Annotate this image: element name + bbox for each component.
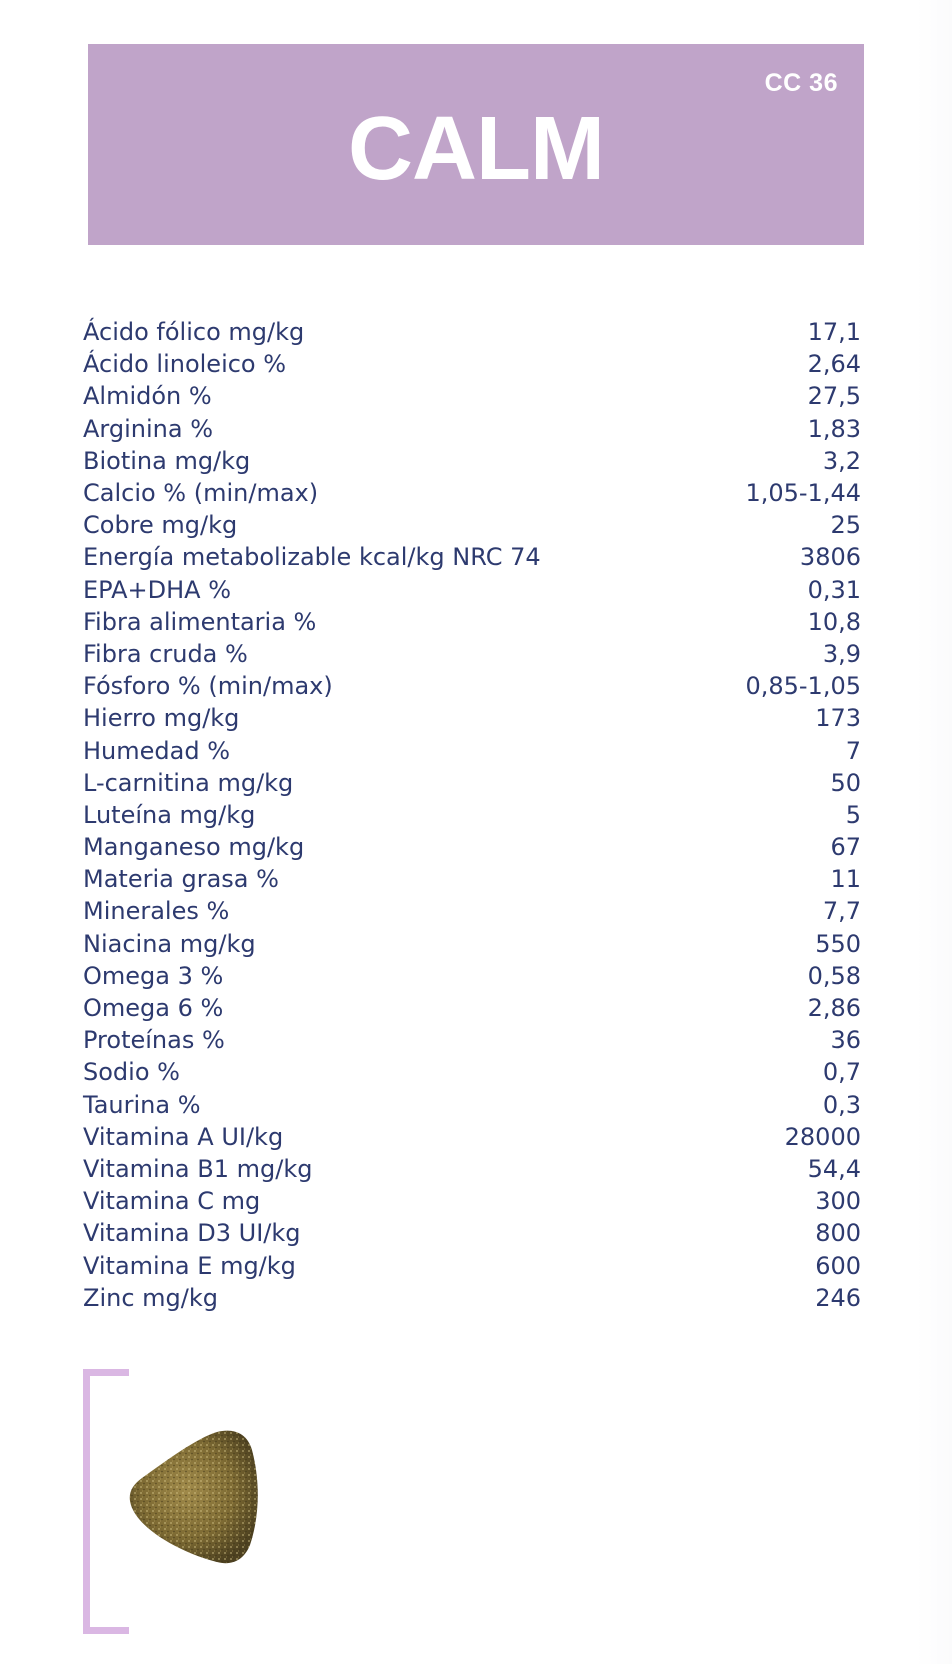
nutrient-row (83, 1089, 861, 1121)
nutrient-label: Biotina mg/kg (83, 446, 251, 475)
nutrient-value: 17,1 (807, 318, 861, 347)
nutrient-row (83, 413, 861, 445)
nutrient-row (83, 831, 861, 863)
nutrient-label: L-carnitina mg/kg (83, 768, 294, 797)
nutrient-label: Vitamina D3 UI/kg (83, 1219, 301, 1248)
nutrient-label: Niacina mg/kg (83, 929, 256, 958)
nutrient-label: Materia grasa % (83, 865, 279, 894)
nutrient-label: Vitamina E mg/kg (83, 1251, 296, 1280)
nutrient-row (83, 702, 861, 734)
nutrient-row (83, 1282, 861, 1314)
nutrient-label: Omega 3 % (83, 961, 224, 990)
nutrient-label: Vitamina C mg (83, 1187, 261, 1216)
nutrient-value: 11 (830, 865, 861, 894)
nutrient-value: 173 (815, 704, 861, 733)
nutrient-row (83, 1217, 861, 1249)
nutrient-value: 1,05-1,44 (745, 479, 861, 508)
nutrient-value: 300 (815, 1187, 861, 1216)
nutrient-label: Cobre mg/kg (83, 511, 238, 540)
nutrient-value: 7,7 (822, 897, 861, 926)
nutrient-label: Calcio % (min/max) (83, 479, 319, 508)
nutrient-value: 3,2 (822, 446, 861, 475)
nutrient-value: 0,7 (822, 1058, 861, 1087)
nutrient-label: Sodio % (83, 1058, 180, 1087)
nutrient-row (83, 445, 861, 477)
nutrient-row (83, 928, 861, 960)
nutrient-value: 27,5 (807, 382, 861, 411)
nutrient-row (83, 960, 861, 992)
nutrient-label: Humedad % (83, 736, 231, 765)
nutrient-label: Proteínas % (83, 1026, 225, 1055)
product-title: CALM (348, 99, 604, 199)
nutrient-label: Almidón % (83, 382, 212, 411)
nutrient-value: 0,31 (807, 575, 861, 604)
nutrient-label: Taurina % (83, 1090, 201, 1119)
nutrient-row (83, 316, 861, 348)
nutrient-row (83, 638, 861, 670)
nutrient-row (83, 574, 861, 606)
nutrient-row (83, 1121, 861, 1153)
nutrient-value: 54,4 (807, 1154, 861, 1183)
nutrient-value: 25 (830, 511, 861, 540)
nutrient-value: 246 (815, 1283, 861, 1312)
nutrient-label: Minerales % (83, 897, 230, 926)
nutrient-row (83, 863, 861, 895)
nutrient-row (83, 670, 861, 702)
nutrient-value: 50 (830, 768, 861, 797)
nutrient-row (83, 734, 861, 766)
nutrient-value: 600 (815, 1251, 861, 1280)
nutrient-label: Vitamina A UI/kg (83, 1122, 284, 1151)
kibble-image (122, 1420, 282, 1570)
nutrient-label: Vitamina B1 mg/kg (83, 1154, 313, 1183)
nutrient-row (83, 1249, 861, 1281)
nutrient-value: 2,86 (807, 994, 861, 1023)
nutrient-row (83, 895, 861, 927)
product-code: CC 36 (764, 69, 838, 97)
nutrient-value: 36 (830, 1026, 861, 1055)
nutrient-row (83, 348, 861, 380)
nutrient-value: 5 (845, 800, 861, 829)
nutrient-row (83, 380, 861, 412)
nutrient-row (83, 477, 861, 509)
nutrient-row (83, 767, 861, 799)
nutrient-table (83, 316, 861, 1314)
nutrient-value: 800 (815, 1219, 861, 1248)
nutrient-label: Hierro mg/kg (83, 704, 240, 733)
nutrient-label: Fibra alimentaria % (83, 607, 317, 636)
nutrient-value: 3806 (799, 543, 861, 572)
nutrient-label: Energía metabolizable kcal/kg NRC 74 (83, 543, 541, 572)
nutrient-label: Manganeso mg/kg (83, 833, 305, 862)
nutrient-row (83, 606, 861, 638)
nutrient-label: Fósforo % (min/max) (83, 672, 333, 701)
nutrient-label: Omega 6 % (83, 994, 224, 1023)
product-header (88, 44, 864, 245)
nutrient-label: Arginina % (83, 414, 213, 443)
nutrient-value: 3,9 (822, 639, 861, 668)
nutrient-value: 7 (845, 736, 861, 765)
nutrient-row (83, 799, 861, 831)
nutrient-value: 0,58 (807, 961, 861, 990)
nutrient-label: Ácido fólico mg/kg (83, 318, 305, 347)
nutrient-value: 0,3 (822, 1090, 861, 1119)
nutrient-row (83, 509, 861, 541)
nutrient-value: 0,85-1,05 (745, 672, 861, 701)
nutrient-label: Zinc mg/kg (83, 1283, 218, 1312)
nutrient-row (83, 541, 861, 573)
nutrient-label: Luteína mg/kg (83, 800, 256, 829)
nutrient-value: 550 (815, 929, 861, 958)
nutrient-value: 10,8 (807, 607, 861, 636)
nutrient-value: 28000 (784, 1122, 861, 1151)
nutrient-value: 2,64 (807, 350, 861, 379)
nutrient-row (83, 992, 861, 1024)
nutrient-value: 67 (830, 833, 861, 862)
page-edge-shade (916, 0, 952, 1664)
nutrient-label: EPA+DHA % (83, 575, 232, 604)
nutrient-label: Ácido linoleico % (83, 350, 287, 379)
nutrient-value: 1,83 (807, 414, 861, 443)
nutrient-row (83, 1056, 861, 1088)
nutrient-row (83, 1153, 861, 1185)
nutrient-row (83, 1185, 861, 1217)
nutrient-label: Fibra cruda % (83, 639, 248, 668)
nutrient-row (83, 1024, 861, 1056)
